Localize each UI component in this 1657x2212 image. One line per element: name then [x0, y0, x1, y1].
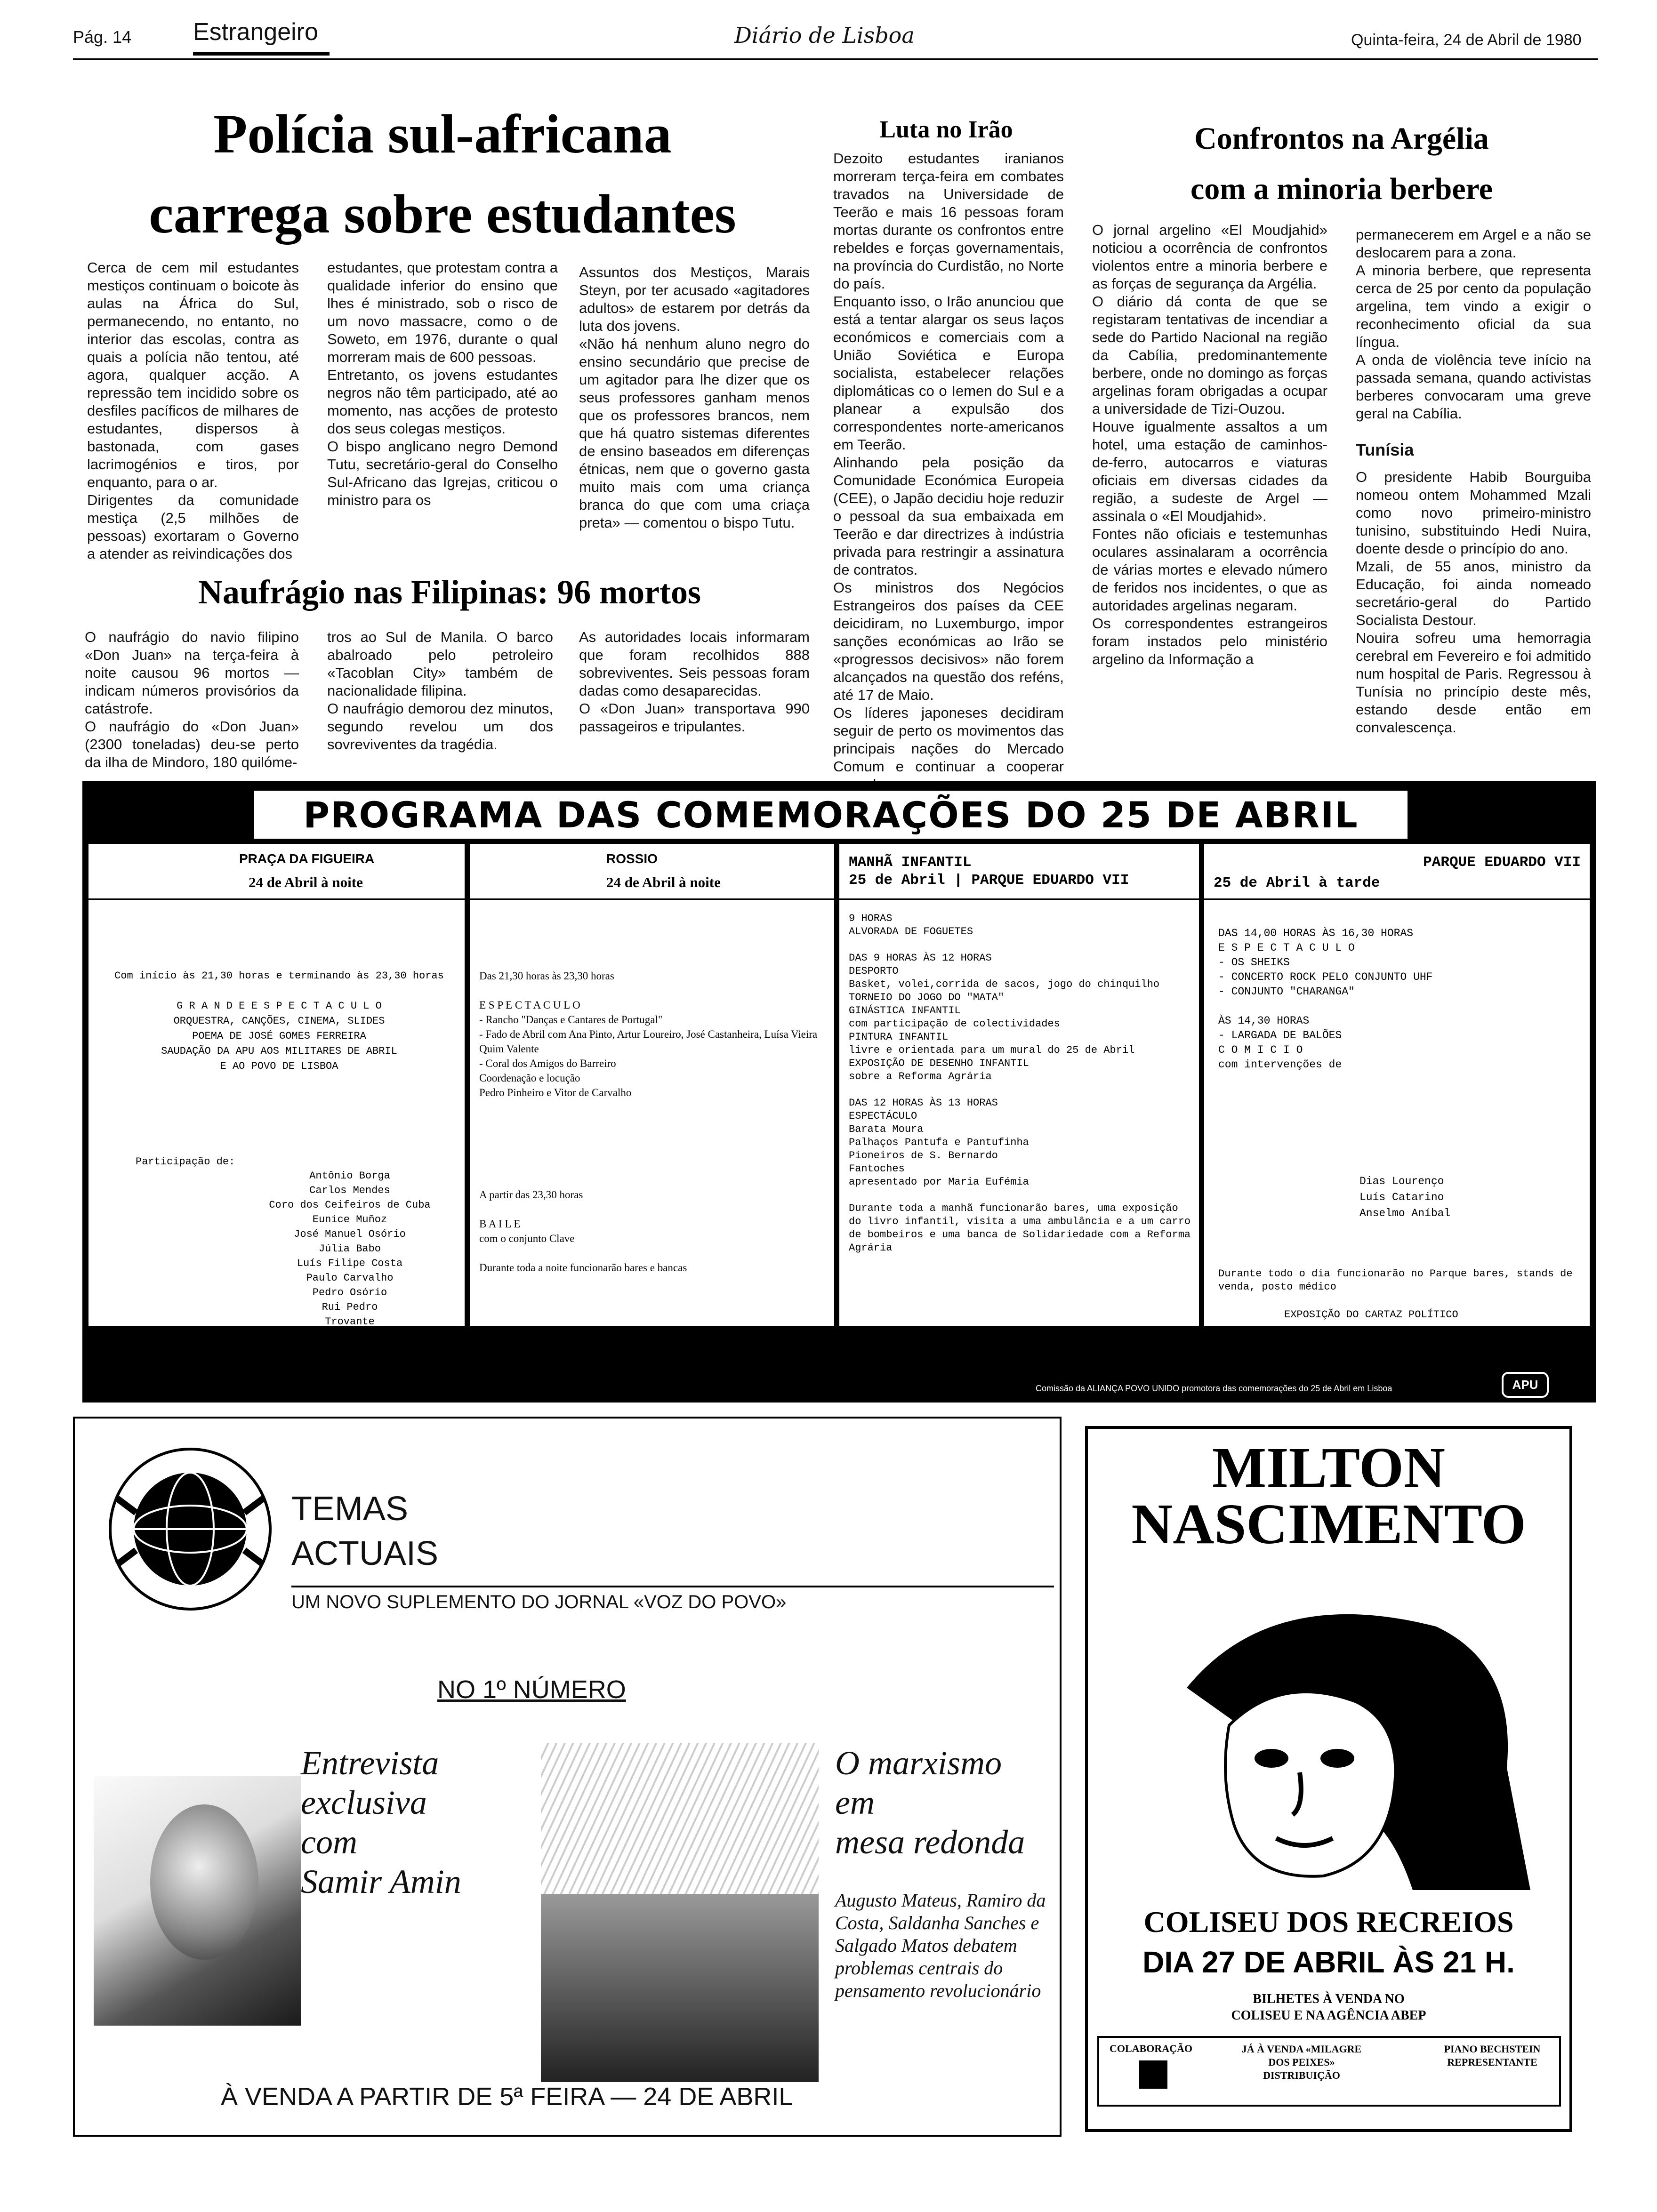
milton-name-1: MILTON [1212, 1436, 1445, 1499]
voz-do-povo-globe-logo [98, 1442, 282, 1616]
temas-footer: À VENDA A PARTIR DE 5ª FEIRA — 24 DE ABRIL [221, 2083, 793, 2111]
headline-policia-1: Polícia sul-africana [213, 103, 672, 165]
argelia-col-1: O jornal argelino «El Moudjahid» noticiou a ocorrência de confrontos violentos entre a minoria berbere e as forças de segurança da Argélia. O diário dá conta de que se registaram tentativas de incendiar a sede do Partido Nacional na região da Cabília, predominantemente berbere, onde no domingo as forças argelinas foram obrigadas a ocupar a universidade de Tizi-Ouzou. Houve igualmente assaltos a um hotel, uma estação de caminhos-de-ferro, autocarros e viaturas oficiais em diversas cidades da região, a sudeste de Argel — assinala o «El Moudjahid». Fontes não oficiais e testemunhas oculares assinalaram a ocorrência de várias mortes e elevado número de feridos nos incidentes, o que as autoridades argelinas negaram. Os correspondentes estrangeiros foram instados pelo ministério argelino da Informação a [1092, 222, 1327, 667]
issue-date: Quinta-feira, 24 de Abril de 1980 [1351, 31, 1582, 49]
programa-credit: Comissão da ALIANÇA POVO UNIDO promotora das comemorações do 25 de Abril em Lisboa [1036, 1384, 1392, 1393]
samir-amin-photo [94, 1776, 301, 2026]
rossio-baile: A partir das 23,30 horas B A I L E com o conjunto Clave Durante toda a noite funcionarão bares e bancas [479, 1189, 687, 1274]
programa-col-rossio [468, 842, 836, 1327]
rossio-rule [470, 898, 837, 900]
temas-left-2: exclusiva [301, 1784, 427, 1821]
section-underline [193, 52, 330, 56]
milton-portrait [1130, 1570, 1530, 1890]
parque-rule [1204, 898, 1593, 900]
figueira-when: 24 de Abril à noite [249, 874, 363, 890]
programa-title-banner [254, 791, 1408, 839]
manha-body: 9 HORAS ALVORADA DE FOGUETES DAS 9 HORAS ÀS 12 HORAS DESPORTO Basket, volei,corrida de sacos, jogo do chinquilho TORNEIO DO JOGO DO "MATA" GINÁSTICA INFANTIL com participação de colectividades PINTURA INFANTIL livre e orientada para um mural do 25 de Abril EXPOSIÇÃO DE DESENHO INFANTIL sobre a Reforma Agrária DAS 12 HORAS ÀS 13 HORAS ESPECTÁCULO Barata Moura Palhaços Pantufa e Pantufinha Pioneiros de S. Bernardo Fantoches apresentado por Maria Eufémia Durante toda a manhã funcionarão bares, uma exposição do livro infantil, visita a uma ambulância e a um carro de bombeiros e uma banca de Solidariedade com a Reforma Agrária [849, 913, 1191, 1254]
naufragio-col-1: O naufrágio do navio filipino «Don Juan» na terça-feira à noite causou 96 mortos — indicam números provisórios da catástrofe. O naufrágio do «Don Juan» (2300 toneladas) deu-se perto da ilha de Mindoro, 180 quilóme- [85, 629, 299, 770]
temas-title-1: TEMAS [291, 1490, 409, 1528]
temas-rule [291, 1586, 1054, 1587]
milton-colab: COLABORAÇÃO [1109, 2043, 1192, 2054]
rossio-body: Das 21,30 horas às 23,30 horas E S P E C T A C U L O - Rancho "Danças e Cantares de Portugal" - Fado de Abril com Ana Pinto, Artur Loureiro, José Castanheira, Luísa Vieira Quim Valente - Coral dos Amigos do Barreiro Coordenação e locução Pedro Pinheiro e Vitor de Carvalho [479, 970, 818, 1098]
programa-col-manha [838, 842, 1200, 1327]
headline-irao: Luta no Irão [879, 116, 1013, 143]
argelia-col-2a: permanecerem em Argel e a não se deslocarem para a zona. A minoria berbere, que representa cerca de 25 por cento da população argelina, tem vindo a exigir o reconhecimento oficial da sua língua. A onda de violência teve início na passada semana, quando activistas berberes convocaram uma greve geral na Cabília. [1356, 226, 1591, 422]
headline-policia-2: carrega sobre estudantes [149, 183, 736, 245]
ad-temas-actuais [73, 1417, 1062, 2137]
milton-piano: PIANO BECHSTEIN REPRESENTANTE [1444, 2043, 1541, 2068]
mesa-redonda-photo [541, 1743, 819, 2082]
apu-logo-text: APU [1512, 1378, 1538, 1392]
temas-left-4: Samir Amin [301, 1863, 461, 1900]
ad-milton-nascimento [1085, 1426, 1572, 2132]
temas-numero: NO 1º NÚMERO [437, 1675, 626, 1704]
milton-tickets-1: BILHETES À VENDA NO [1253, 1992, 1405, 2006]
figueira-place: PRAÇA DA FIGUEIRA [239, 851, 375, 866]
parque-place: PARQUE EDUARDO VII [1423, 854, 1581, 871]
temas-subtitle: UM NOVO SUPLEMENTO DO JORNAL «VOZ DO POVO» [291, 1592, 787, 1612]
milton-venue: COLISEU DOS RECREIOS [1143, 1905, 1514, 1939]
temas-right-body: Augusto Mateus, Ramiro da Costa, Saldanha Sanches e Salgado Matos debatem problemas centrais do pensamento revolucionário [835, 1890, 1046, 2001]
milton-sponsor-strip [1097, 2036, 1561, 2107]
manha-when: 25 de Abril | PARQUE EDUARDO VII [849, 872, 1129, 889]
policia-col-3: Assuntos dos Mestiços, Marais Steyn, por ter acusado «agitadores adultos» de estarem por detrás da luta dos jovens. «Não há nenhum aluno negro do ensino secundário que precise de um agitador para lhe dizer que os seus professores ganham menos que os professores brancos, nem que há quatro sistemas diferentes de ensino baseados em diferenças étnicas, nem que o governo gasta muito mais com uma criança branca do que com uma criaça preta» — comentou o bispo Tutu. [579, 264, 810, 531]
subhead-tunisia: Tunísia [1356, 440, 1414, 459]
parque-names: Dias Lourenço Luís Catarino Anselmo Aníbal [1359, 1175, 1451, 1219]
policia-col-1: Cerca de cem mil estudantes mestiços continuam o boicote às aulas na África do Sul, permanecendo, no entanto, no interior das escolas, contra as quais a polícia não tentou, até agora, qualquer acção. A repressão tem incidido sobre os desfiles pacíficos de milhares de estudantes, dispersos à bastonada, com gases lacrimogénios e tiros, por enquanto, para o ar. Dirigentes da comunidade mestiça (2,5 milhões de pessoas) exortaram o Governo a atender as reivindicações dos [87, 259, 299, 562]
policia-col-2: estudantes, que protestam contra a qualidade inferior do ensino que lhes é ministrado, sob o risco de um novo massacre, como o de Soweto, em 1976, durante o qual morreram mais de 600 pessoas. Entretanto, os jovens estudantes negros não têm participado, até ao momento, nas acções de protesto dos seus colegas mestiços. O bispo anglicano negro Demond Tutu, secretário-geral do Conselho Sul-Africano das Igrejas, criticou o ministro para os [327, 259, 558, 508]
temas-right-3: mesa redonda [835, 1823, 1025, 1861]
section-label: Estrangeiro [193, 18, 318, 46]
manha-rule [839, 898, 1202, 900]
milton-milagre: JÁ À VENDA «MILAGRE DOS PEIXES» DISTRIBUIÇÃO [1241, 2043, 1362, 2081]
colab-logo [1139, 2060, 1167, 2089]
parque-body: DAS 14,00 HORAS ÀS 16,30 HORAS E S P E C T A C U L O - OS SHEIKS - CONCERTO ROCK PELO CONJUNTO UHF - CONJUNTO "CHARANGA" ÀS 14,30 HORAS - LARGADA DE BALÕES C O M I C I O com intervenções de [1218, 927, 1433, 1071]
milton-name-2: NASCIMENTO [1131, 1492, 1526, 1556]
headline-naufragio: Naufrágio nas Filipinas: 96 mortos [198, 573, 701, 611]
argelia-col-2b: O presidente Habib Bourguiba nomeou ontem Mohammed Mzali como novo primeiro-ministro tunisino, substituindo Hedi Nuira, doente desde o princípio do ano. Mzali, de 55 anos, ministro da Educação, foi ainda nomeado secretário-geral do Partido Socialista Destour. Nouira sofreu uma hemorragia cerebral em Fevereiro e foi admitido num hospital de Paris. Regressou à Tunísia no princípio deste mês, estando desde então em convalescença. [1356, 469, 1591, 736]
programa-col-parque [1203, 842, 1591, 1327]
manha-place: MANHÃ INFANTIL [849, 854, 972, 871]
milton-tickets-2: COLISEU E NA AGÊNCIA ABEP [1231, 2008, 1426, 2023]
figueira-rule [88, 898, 467, 900]
figueira-body: Com início às 21,30 horas e terminando às 23,30 horas G R A N D E E S P E C T A C U L O ORQUESTRA, CANÇÕES, CINEMA, SLIDES POEMA DE JOSÉ GOMES FERREIRA SAUDAÇÃO DA APU AOS MILITARES DE ABRIL E AO POVO DE LISBOA [114, 970, 444, 1072]
programa-title: PROGRAMA DAS COMEMORAÇÕES DO 25 DE ABRIL [303, 793, 1359, 836]
page-number: Pág. 14 [73, 27, 132, 47]
temas-left-3: com [301, 1823, 357, 1861]
masthead-rule [73, 58, 1598, 60]
headline-argelia-2: com a minoria berbere [1190, 172, 1493, 206]
milton-date: DIA 27 DE ABRIL ÀS 21 H. [1142, 1945, 1515, 1979]
parque-when: 25 de Abril à tarde [1214, 875, 1380, 891]
figueira-names: Antônio Borga Carlos Mendes Coro dos Ceifeiros de Cuba Eunice Muñoz José Manuel Osório Júlia Babo Luís Filipe Costa Paulo Carvalho Pedro Osório Rui Pedro Trovante José Barata Moura [269, 1170, 431, 1342]
naufragio-col-3: As autoridades locais informaram que foram recolhidos 888 sobreviventes. Seis pessoas foram dadas como desaparecidas. O «Don Juan» transportava 990 passageiros e tripulantes. [579, 629, 810, 735]
rossio-when: 24 de Abril à noite [606, 874, 721, 890]
programa-col-figueira [87, 842, 466, 1342]
parque-footer: Durante todo o dia funcionarão no Parque bares, stands de venda, posto médico [1218, 1268, 1573, 1293]
temas-left-1: Entrevista [301, 1744, 439, 1782]
rossio-place: ROSSIO [606, 851, 658, 866]
masthead [0, 0, 1657, 66]
temas-right-2: em [835, 1784, 875, 1821]
headline-argelia-1: Confrontos na Argélia [1194, 121, 1489, 156]
temas-title-2: ACTUAIS [291, 1535, 439, 1572]
apu-logo [1502, 1372, 1549, 1398]
irao-body: Dezoito estudantes iranianos morreram terça-feira em combates travados na Universidade de Teerão e mais 16 pessoas foram mortas durante os confrontos entre rebeldes e forças governamentais, na província do Curdistão, no Norte do país. Enquanto isso, o Irão anunciou que está a tentar alargar os seus laços económicos e comerciais com a União Soviética e Europa socialista, estabelecer relações diplomáticas co o Iemen do Sul e a planear a expulsão dos correspondentes norte-americanos em Teerão. Alinhando pela posição da Comunidade Económica Europeia (CEE), o Japão decidiu hoje reduzir o pessoal da sua embaixada em Teerão e dar directrizes à indústria privada para restringir a assinatura de contratos. Os ministros dos Negócios Estrangeiros dos países da CEE deicidiram, no Luxemburgo, impor sanções económicas ao Irão se «progressos decisivos» não forem alcançados na questão dos reféns, até 17 de Maio. Os líderes japoneses decidiram seguir de perto os movimentos das principais nações do Mercado Comum e continuar a cooperar [833, 150, 1064, 775]
newspaper-name: Diário de Lisboa [734, 23, 915, 48]
parque-expo: EXPOSIÇÃO DO CARTAZ POLÍTICO [1284, 1309, 1458, 1321]
figueira-participacao: Participação de: [136, 1156, 235, 1168]
temas-right-1: O marxismo [835, 1744, 1002, 1782]
naufragio-col-2: tros ao Sul de Manila. O barco abalroado pelo petroleiro «Tacoblan City» também de nacionalidade filipina. O naufrágio demorou dez minutos, segundo revelou um dos sovreviventes da tragédia. [327, 629, 553, 753]
